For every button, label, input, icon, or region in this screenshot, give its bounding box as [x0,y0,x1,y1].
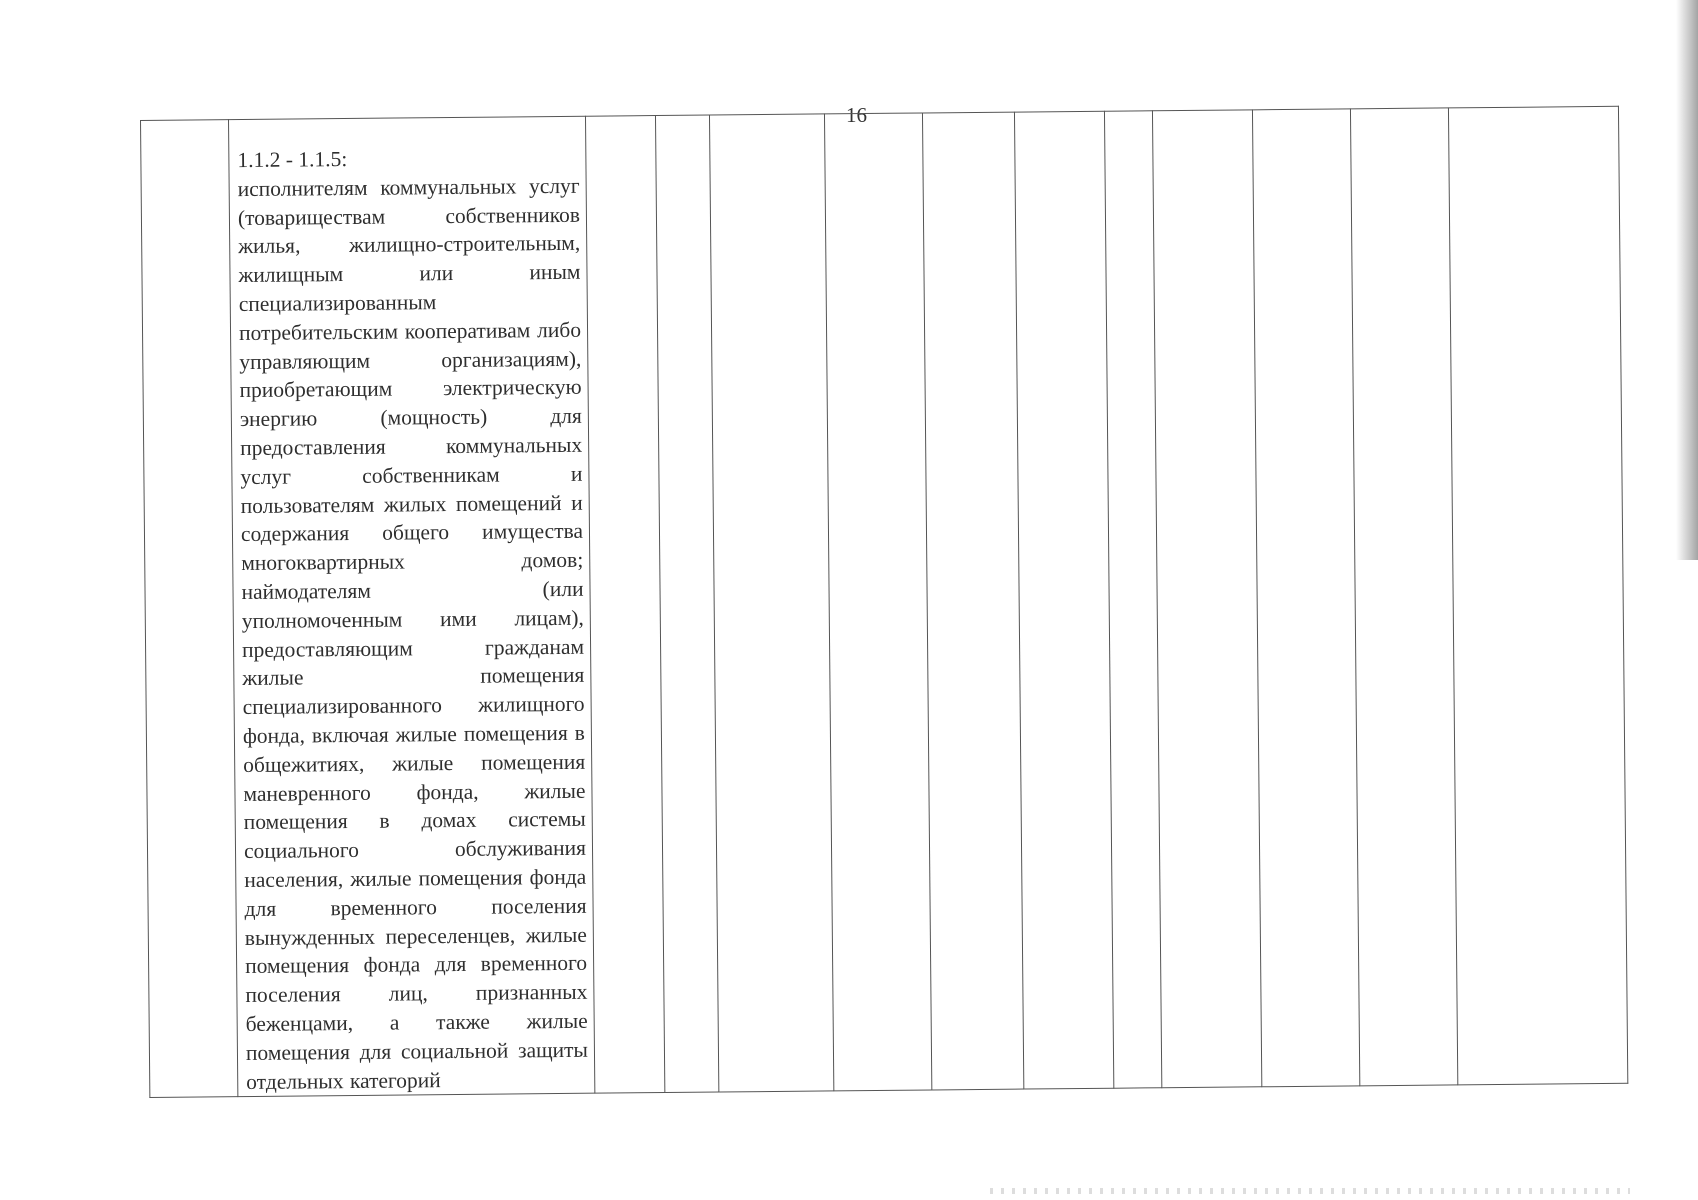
page-number: 16 [846,103,867,127]
cell-empty [709,114,833,1092]
cell-empty [922,112,1023,1090]
cell-empty [1350,108,1457,1086]
cell-empty [1252,109,1359,1087]
cell-empty [655,115,718,1093]
cell-number [141,120,238,1098]
item-reference: 1.1.2 - 1.1.5: [237,147,348,173]
cell-empty [1014,111,1113,1089]
scan-noise [990,1188,1630,1194]
cell-empty [1448,106,1627,1085]
data-table [140,106,1628,1098]
cell-empty [824,113,931,1091]
cell-empty [585,116,664,1094]
table-row [141,106,1628,1097]
scanner-shadow [1676,0,1698,560]
cell-description [229,116,595,1097]
table-container [140,106,1627,1094]
cell-empty [1152,110,1261,1088]
item-description: исполнителям коммунальных услуг (товариществам собственников жилья, жилищно-строительным, жилищным или иным специализированным потребительским кооперативам либо управляющим организациям), приобретающим электрическую энергию (мощность) для предоставления коммунальных услуг собственникам и пользователям жилых помещений и содержания общего имущества многоквартирных домов; наймодателям (или уполномоченным ими лицам), предоставляющим гражданам жилые помещения специализированного жилищного фонда, включая жилые помещения в общежитиях, жилые помещения маневренного фонда, жилые помещения в домах системы социального обслуживания населения, жилые помещения фонда для временного поселения вынужденных переселенцев, жилые помещения фонда для временного поселения лиц, признанных беженцами, а также жилые помещения для социальной защиты отдельных категорий [237,173,589,1094]
